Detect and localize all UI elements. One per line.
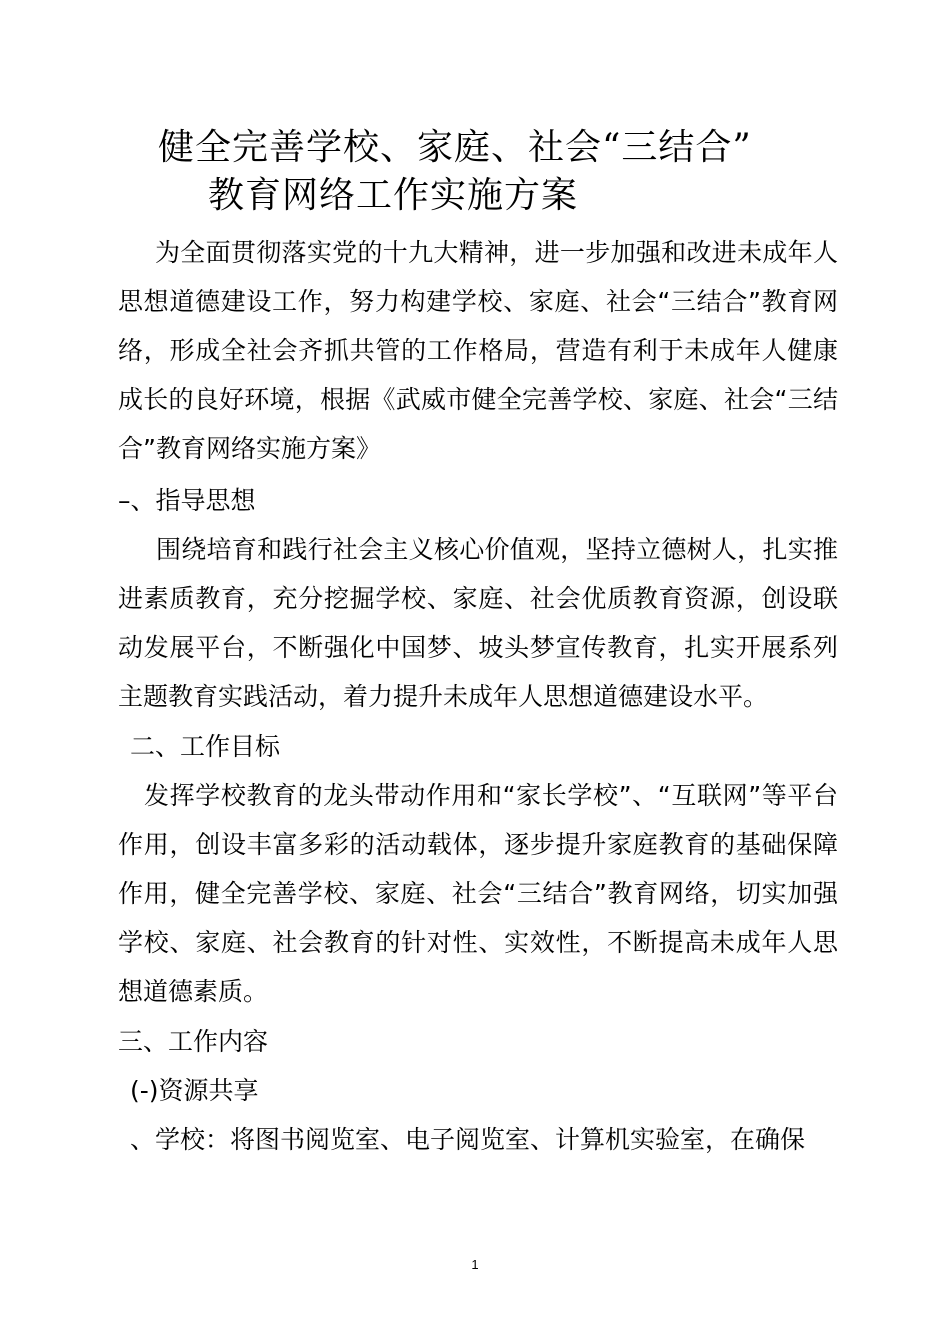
section-heading-work-goal: 二、工作目标 (130, 732, 281, 761)
intro-paragraph: 为全面贯彻落实党的十九大精神，进一步加强和改进未成年人思想道德建设工作，努力构建学校、家庭、社会“三结合”教育网络，形成全社会齐抓共管的工作格局，营造有利于未成年人健康成长的良好环境，根据《武威市健全完善学校、家庭、社会“三结合”教育网络实施方案》 (118, 238, 838, 463)
document-title-line-1: 健全完善学校、家庭、社会“三结合” (158, 127, 752, 168)
guiding-thought-paragraph: 围绕培育和践行社会主义核心价值观，坚持立德树人，扎实推进素质教育，充分挖掘学校、家庭、社会优质教育资源，创设联动发展平台，不断强化中国梦、坡头梦宣传教育，扎实开展系列主题教育实践活动，着力提升未成年人思想道德建设水平。 (118, 535, 838, 711)
subsection-heading-resource-sharing: (-)资源共享 (130, 1076, 259, 1105)
work-goal-paragraph: 发挥学校教育的龙头带动作用和“家长学校”、“互联网”等平台作用，创设丰富多彩的活动载体，逐步提升家庭教育的基础保障作用，健全完善学校、家庭、社会“三结合”教育网络，切实加强学校、家庭、社会教育的针对性、实效性，不断提高未成年人思想道德素质。 (118, 781, 838, 1006)
document-title-line-2: 教育网络工作实施方案 (208, 175, 579, 216)
section-heading-guiding-thought: –、指导思想 (118, 486, 256, 515)
section-heading-work-content: 三、工作内容 (118, 1027, 269, 1056)
page-number: 1 (471, 1257, 479, 1272)
school-resource-paragraph: 、学校：将图书阅览室、电子阅览室、计算机实验室，在确保 (130, 1125, 806, 1154)
